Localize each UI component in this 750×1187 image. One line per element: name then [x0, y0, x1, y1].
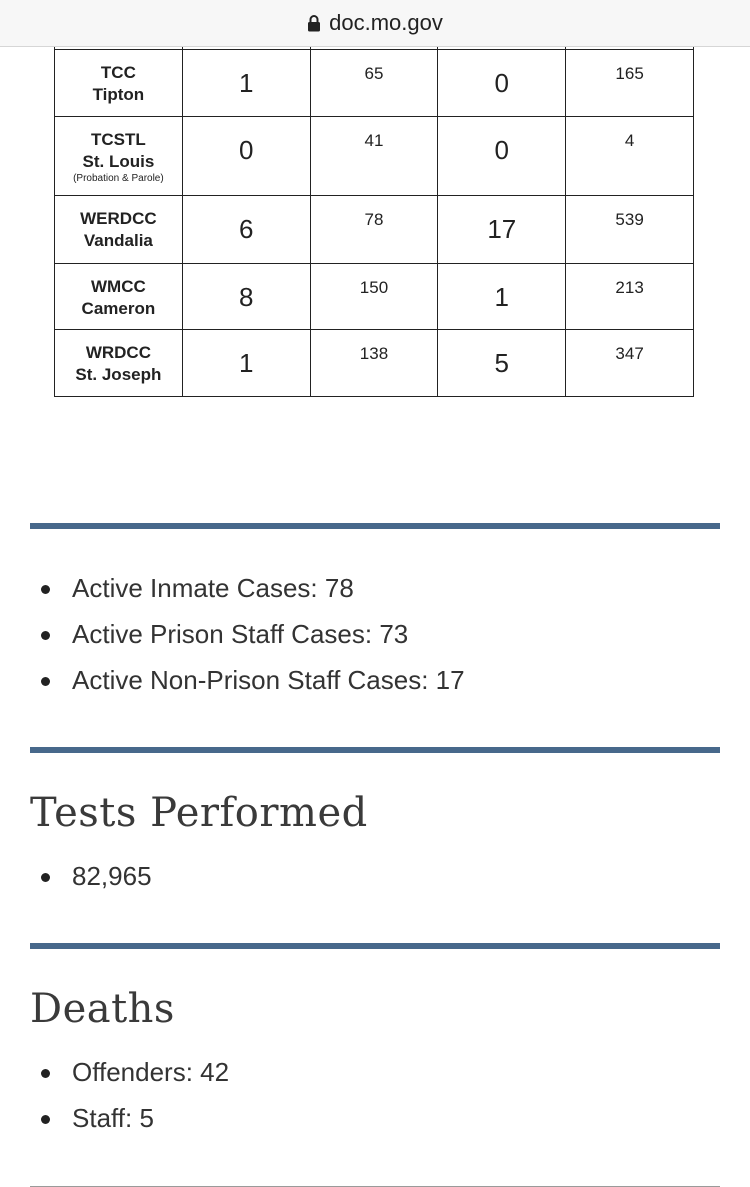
facility-cell: [55, 264, 183, 330]
list-item: Staff: 5: [30, 1095, 229, 1141]
facility-cell: [55, 50, 183, 117]
facility-cell: [55, 196, 183, 264]
table-row: [55, 117, 694, 196]
facility-stats-table: [54, 47, 694, 397]
col2-cell: 150: [310, 264, 438, 330]
tests-performed-heading: Tests Performed: [30, 790, 368, 836]
facility-city: St. Louis: [82, 152, 155, 171]
col2-cell: 65: [310, 50, 438, 117]
list-item: Active Inmate Cases: 78: [30, 565, 465, 611]
list-item: 82,965: [30, 853, 152, 899]
facility-code: WMCC: [91, 277, 146, 296]
col3-cell: 0: [438, 117, 566, 196]
facility-code: WERDCC: [80, 209, 157, 228]
col2-cell: 78: [310, 196, 438, 264]
facility-city: Vandalia: [83, 231, 153, 250]
col1-cell: 6: [182, 196, 310, 264]
col3-cell: 17: [438, 196, 566, 264]
url-text: doc.mo.gov: [329, 10, 443, 35]
col4-cell: 4: [566, 117, 694, 196]
col2-cell: 41: [310, 117, 438, 196]
list-item: Offenders: 42: [30, 1049, 229, 1095]
col3-cell: 1: [438, 264, 566, 330]
section-divider: [30, 943, 720, 949]
list-item: Active Non-Prison Staff Cases: 17: [30, 657, 465, 703]
tests-list: [30, 853, 152, 899]
lock-icon: [307, 14, 321, 32]
deaths-heading: Deaths: [30, 986, 175, 1032]
facility-cell: [55, 330, 183, 397]
col1-cell: 0: [182, 117, 310, 196]
table-row: [55, 264, 694, 330]
table-row: [55, 196, 694, 264]
col3-cell: 0: [438, 50, 566, 117]
address-bar[interactable]: [0, 0, 750, 47]
facility-city: Cameron: [81, 299, 156, 318]
facility-city: St. Joseph: [75, 365, 162, 384]
facility-note: (Probation & Parole): [73, 173, 164, 184]
col3-cell: 5: [438, 330, 566, 397]
col1-cell: 1: [182, 330, 310, 397]
col4-cell: 213: [566, 264, 694, 330]
col1-cell: 8: [182, 264, 310, 330]
facility-code: WRDCC: [85, 343, 151, 362]
col4-cell: 539: [566, 196, 694, 264]
facility-city: Tipton: [92, 85, 145, 104]
facility-cell: [55, 117, 183, 196]
table-row: [55, 330, 694, 397]
col4-cell: 165: [566, 50, 694, 117]
table-row: [55, 50, 694, 117]
list-item: Active Prison Staff Cases: 73: [30, 611, 465, 657]
col1-cell: 1: [182, 50, 310, 117]
section-divider: [30, 747, 720, 753]
deaths-list: [30, 1049, 229, 1141]
facility-code: TCSTL: [91, 130, 146, 149]
col2-cell: 138: [310, 330, 438, 397]
col4-cell: 347: [566, 330, 694, 397]
active-cases-list: [30, 565, 465, 703]
section-divider: [30, 523, 720, 529]
facility-code: TCC: [100, 63, 136, 82]
